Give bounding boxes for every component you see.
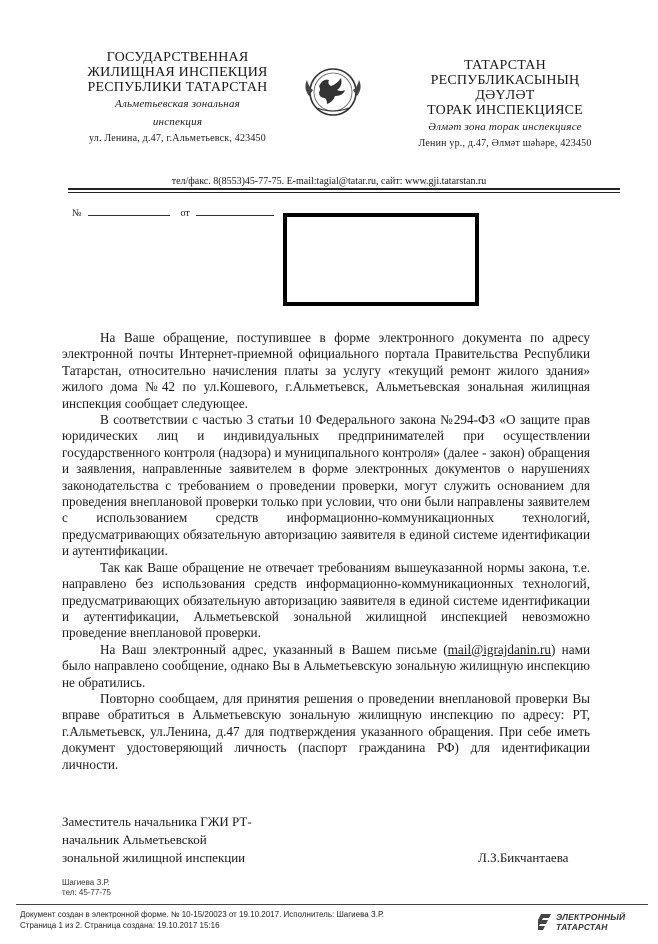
org-address: ул. Ленина, д.47, г.Альметьевск, 423450 <box>89 133 266 144</box>
registration-line <box>72 205 274 219</box>
org-name-line: РЕСПУБЛИКАСЫНЫҢ <box>430 73 580 88</box>
number-blank <box>88 205 170 216</box>
document-footer <box>20 909 384 931</box>
header-divider <box>68 188 620 190</box>
footer-page-info: Страница 1 из 2. Страница создана: 19.10.2017 15:16 <box>20 921 220 930</box>
paragraph-text: ) нами было направлено сообщение, однако Вы в Альметьевскую зональную жилищную инспекцию не обратились. <box>62 641 590 690</box>
date-label: от <box>180 208 190 219</box>
executor-name: Шагиева З.Р. <box>62 878 110 887</box>
org-name-line: РЕСПУБЛИКИ ТАТАРСТАН <box>87 80 268 95</box>
executor-info <box>62 878 111 898</box>
logo-text: ЭЛЕКТРОННЫЙ <box>556 912 626 922</box>
header-left <box>70 50 285 147</box>
position-line: Заместитель начальника ГЖИ РТ- <box>62 814 252 829</box>
signatory-name: Л.З.Бикчантаева <box>478 850 569 865</box>
org-name-line: ТАТАРСТАН <box>464 58 546 73</box>
paragraph-text: На Ваш электронный адрес, указанный в Вашем письме ( <box>100 641 448 657</box>
logo-text: ТАТАРСТАН <box>556 922 608 932</box>
footer-divider <box>16 904 648 905</box>
electronic-tatarstan-icon <box>538 913 552 931</box>
footer-document-info: Документ создан в электронной форме. № 10-15/20023 от 19.10.2017. Исполнитель: Шагиева З.Р. <box>20 910 385 919</box>
electronic-tatarstan-logo <box>538 911 638 933</box>
contacts-line: тел/факс. 8(8553)45-77-75. E-mail:tagial@tatar.ru, сайт: www.gji.tatarstan.ru <box>171 176 487 187</box>
org-address: Ленин ур., д.47, Әлмәт шәһәре, 423450 <box>418 138 592 149</box>
body-paragraph: Так как Ваше обращение не отвечает требованиям вышеуказанной нормы закона, т.е. направлено без использования средств информационно-коммуникационных технологий, предусматривающих обязательную авторизацию заявителя в единой системе идентификации и аутентификации, Альметьевской зональной жилищной инспекцией невозможно проведение внеплановой проверки. <box>62 559 590 641</box>
date-blank <box>196 205 274 216</box>
body-paragraph <box>62 642 590 691</box>
branch-name: Әлмәт зона торак инспекциясе <box>428 121 582 133</box>
org-name-line: ЖИЛИЩНАЯ ИНСПЕКЦИЯ <box>87 65 268 80</box>
org-name-line: ДӘҮЛӘТ <box>475 88 535 103</box>
org-name-line: ГОСУДАРСТВЕННАЯ <box>106 50 249 65</box>
body-paragraph: В соответствии с частью 3 статьи 10 Федерального закона №294-ФЗ «О защите прав юридических лиц и индивидуальных предпринимателей при осуществлении государственного контроля (надзора) и муниципального контроля» (далее - закон) обращения и заявления, направленные заявителем в форме электронных документов о нарушениях законодательства с требованием о проведении проверки, могут служить основанием для проведения внеплановой проверки только при условии, что они были направлены заявителем с использованием средств информационно-коммуникационных технологий, предусматривающих обязательную авторизацию заявителя в единой системе идентификации и аутентификации. <box>62 412 590 559</box>
branch-name-line: инспекция <box>152 116 203 128</box>
redacted-addressee-box <box>283 213 479 306</box>
tatarstan-emblem-icon <box>295 66 371 118</box>
body-paragraph: Повторно сообщаем, для принятия решения о проведении внеплановой проверки Вы вправе обратиться в Альметьевскую зональную жилищную инспекцию по адресу: РТ, г.Альметьевск, ул.Ленина, д.47 для подтверждения указанного обращения. При себе иметь документ удостоверяющий личность (паспорт гражданина РФ) для идентификации личности. <box>62 690 590 772</box>
letter-body <box>62 330 590 773</box>
header-right <box>390 58 620 152</box>
position-line: зональной жилищной инспекции <box>62 850 246 865</box>
email-link[interactable]: mail@igrajdanin.ru <box>447 641 552 657</box>
executor-phone: тел: 45-77-75 <box>62 888 111 897</box>
header-divider <box>68 192 620 193</box>
org-name-line: ТОРАК ИНСПЕКЦИЯСЕ <box>427 103 583 118</box>
signatory-position <box>62 813 252 867</box>
position-line: начальник Альметьевской <box>62 832 207 847</box>
body-paragraph: На Ваше обращение, поступившее в форме электронного документа по адресу электронной почты Интернет-приемной официального портала Правительства Республики Татарстан, относительно начисления платы за услугу «текущий ремонт жилого здания» жилого дома №42 по ул.Кошевого, г.Альметьевск, Альметьевская зональная жилищная инспекция сообщает следующее. <box>62 330 590 411</box>
branch-name-line: Альметьевская зональная <box>115 98 240 110</box>
number-label: № <box>72 208 82 219</box>
